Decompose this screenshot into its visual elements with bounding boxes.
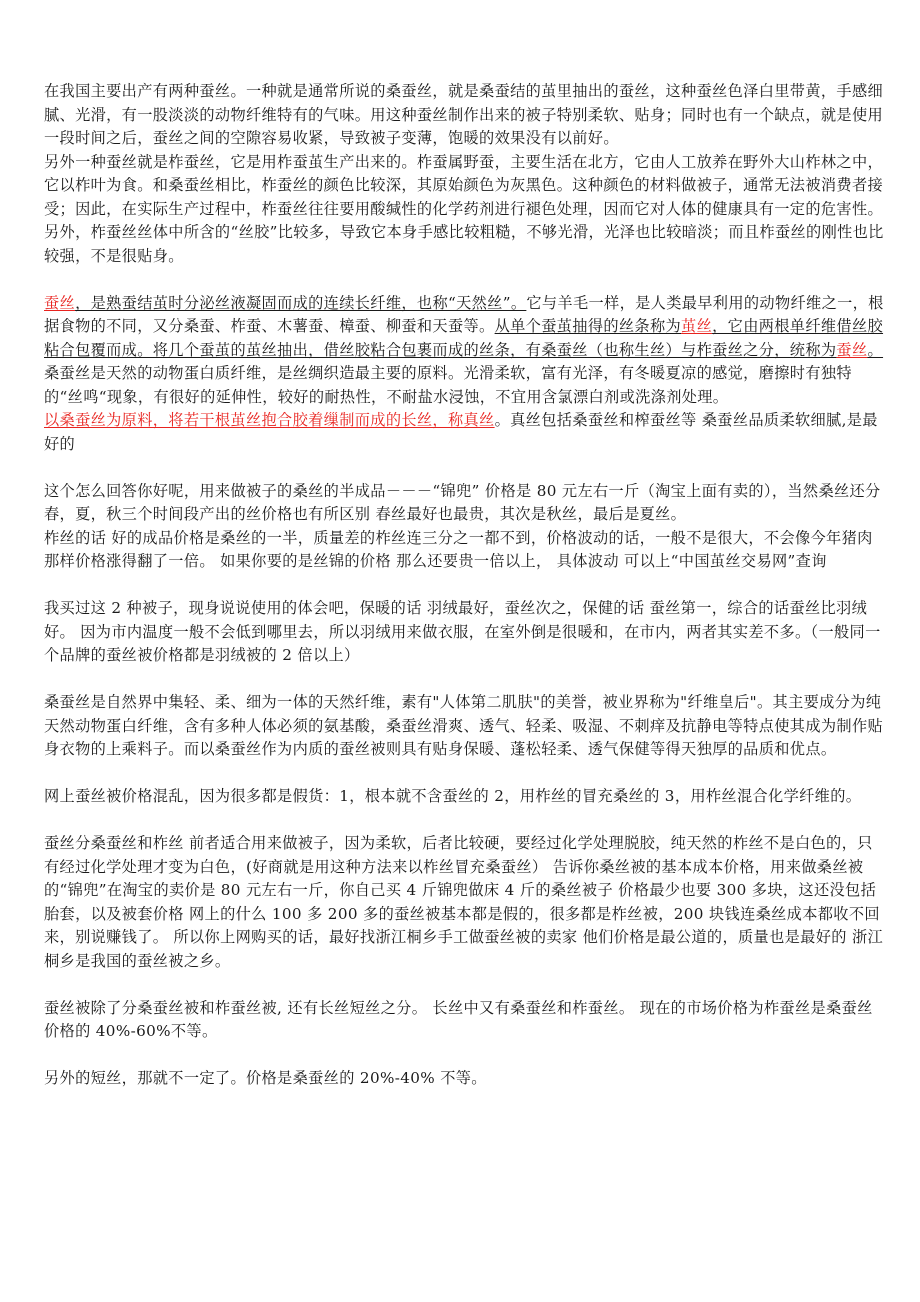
paragraph-13: 另外的短丝，那就不一定了。价格是桑蚕丝的 20%-40% 不等。 <box>44 1069 487 1087</box>
paragraph-8: 我买过这 2 种被子，现身说说使用的体会吧，保暖的话 羽绒最好，蚕丝次之，保健的话 蚕丝第一，综合的话蚕丝比羽绒好。 因为市内温度一般不会低到哪里去，所以羽绒用来做衣服，在室外倒是很暖和，在市内，两者其实差不多。（一般同一个品牌的蚕丝被价格都是羽绒被的 2 倍以上） <box>44 599 881 664</box>
paragraph-1: 在我国主要出产有两种蚕丝。一种就是通常所说的桑蚕丝，就是桑蚕结的茧里抽出的蚕丝，这种蚕丝色泽白里带黄，手感细腻、光滑，有一股淡淡的动物纤维特有的气味。用这种蚕丝制作出来的被子特别柔软、贴身；同时也有一个缺点，就是使用一段时间之后，蚕丝之间的空隙容易收紧，导致被子变薄，饱暖的效果没有以前好。 <box>44 82 884 147</box>
paragraph-9: 桑蚕丝是自然界中集轻、柔、细为一体的天然纤维，素有"人体第二肌肤"的美誉，被业界称为"纤维皇后"。其主要成分为纯天然动物蛋白纤维，含有多种人体必须的氨基酸，桑蚕丝滑爽、透气、轻柔、吸湿、不刺痒及抗静电等特点使其成为制作贴身衣物的上乘料子。而以桑蚕丝作为内质的蚕丝被则具有贴身保暖、蓬松轻柔、透气保健等得天独厚的品质和优点。 <box>44 693 884 758</box>
paragraph-3-end: 。 <box>867 340 884 359</box>
term-silk-collective: 蚕丝 <box>836 340 868 359</box>
paragraph-11: 蚕丝分桑蚕丝和柞丝 前者适合用来做被子，因为柔软，后者比较硬，要经过化学处理脱胶，纯天然的柞丝不是白色的，只有经过化学处理才变为白色，(好商就是用这种方法来以柞丝冒充桑蚕丝） 告诉你桑丝被的基本成本价格，用来做桑丝被的“锦兜”在淘宝的卖价是 80 元左右一斤，你自己买 4 斤锦兜做床 4 斤的桑丝被子 价格最少也要 300 多块，这还没包括胎套，以及被套价格 网上的什么 100 多 200 多的蚕丝被基本都是假的，很多都是柞丝被，200 块钱连桑丝成本都收不回来，别说赚钱了。 所以你上网购买的话，最好找浙江桐乡手工做蚕丝被的卖家 他们价格是最公道的，质量也是最好的 浙江桐乡是我国的蚕丝被之乡。 <box>44 834 884 970</box>
document-body <box>44 80 884 1091</box>
paragraph-4: 桑蚕丝是天然的动物蛋白质纤维，是丝绸织造最主要的原料。光滑柔软，富有光泽，有冬暖夏凉的感觉，磨擦时有独特的“丝鸣“现象，有很好的延伸性，较好的耐热性，不耐盐水浸蚀，不宜用含氯漂白剂或洗涤剂处理。 <box>44 364 852 406</box>
paragraph-2: 另外一种蚕丝就是柞蚕丝，它是用柞蚕茧生产出来的。柞蚕属野蚕，主要生活在北方，它由人工放养在野外大山柞林之中，它以柞叶为食。和桑蚕丝相比，柞蚕丝的颜色比较深，其原始颜色为灰黑色。这种颜色的材料做被子，通常无法被消费者接受；因此，在实际生产过程中，柞蚕丝往往要用酸缄性的化学药剂进行褪色处理，因而它对人体的健康具有一定的危害性。另外，柞蚕丝丝体中所含的“丝胶”比较多，导致它本身手感比较粗糙，不够光滑，光泽也比较暗淡；而且柞蚕丝的刚性也比较强，不是很贴身。 <box>44 152 884 265</box>
paragraph-6: 这个怎么回答你好呢，用来做被子的桑丝的半成品－－－“锦兜” 价格是 80 元左右一斤（淘宝上面有卖的），当然桑丝还分春，夏，秋三个时间段产出的丝价格也有所区别 春丝最好也最贵，其次是秋丝，最后是夏丝。 <box>44 481 881 523</box>
paragraph-7: 柞丝的话 好的成品价格是桑丝的一半，质量差的柞丝连三分之一都不到，价格波动的话，一般不是很大，不会像今年猪肉那样价格涨得翻了一倍。 如果你要的是丝锦的价格 那么还要贵一倍以上， 具体波动 可以上“中国茧丝交易网”查询 <box>44 528 873 570</box>
real-silk-text: 。真丝包括桑蚕丝和榨蚕丝等 桑蚕丝品质柔软细腻,是最好的 <box>44 411 878 453</box>
paragraph-10: 网上蚕丝被价格混乱，因为很多都是假货：1，根本就不含蚕丝的 2，用柞丝的冒充桑丝的 3，用柞丝混合化学纤维的。 <box>44 787 862 805</box>
blank-line <box>44 1044 884 1068</box>
real-silk-definition: 以桑蚕丝为原料，将若干根茧丝抱合胶着缫制而成的长丝，称真丝 <box>44 411 495 429</box>
blank-line <box>44 456 884 480</box>
silk-origin-text: 它与羊毛一样，是人类最早利用的动物纤维之一，根据食物的不同，又分桑蚕、柞蚕、木薯蚕、樟蚕、柳蚕和天蚕等。 <box>44 293 884 335</box>
paragraph-5 <box>44 409 884 456</box>
paragraph-3 <box>44 292 884 363</box>
blank-line <box>44 973 884 997</box>
silk-definition: ，是熟蚕结茧时分泌丝液凝固而成的连续长纤维，也称“天然丝”。 <box>75 293 527 312</box>
cocoon-filament-description: ，它由两根单纤维借丝胶粘合包覆而成。将几个蚕茧的茧丝抽出，借丝胶粘合包裹而成的丝条，有桑蚕丝（也称生丝）与柞蚕丝之分，统称为 <box>44 317 884 359</box>
blank-line <box>44 809 884 833</box>
term-cocoon-filament: 茧丝 <box>681 317 713 335</box>
blank-line <box>44 762 884 786</box>
paragraph-12: 蚕丝被除了分桑蚕丝被和柞蚕丝被, 还有长丝短丝之分。 长丝中又有桑蚕丝和柞蚕丝。 现在的市场价格为柞蚕丝是桑蚕丝价格的 40%-60%不等。 <box>44 998 873 1040</box>
blank-line <box>44 268 884 292</box>
blank-line <box>44 668 884 692</box>
blank-line <box>44 574 884 598</box>
cocoon-filament-text: 从单个蚕茧抽得的丝条称为 <box>494 317 682 335</box>
term-silk: 蚕丝 <box>44 293 76 312</box>
